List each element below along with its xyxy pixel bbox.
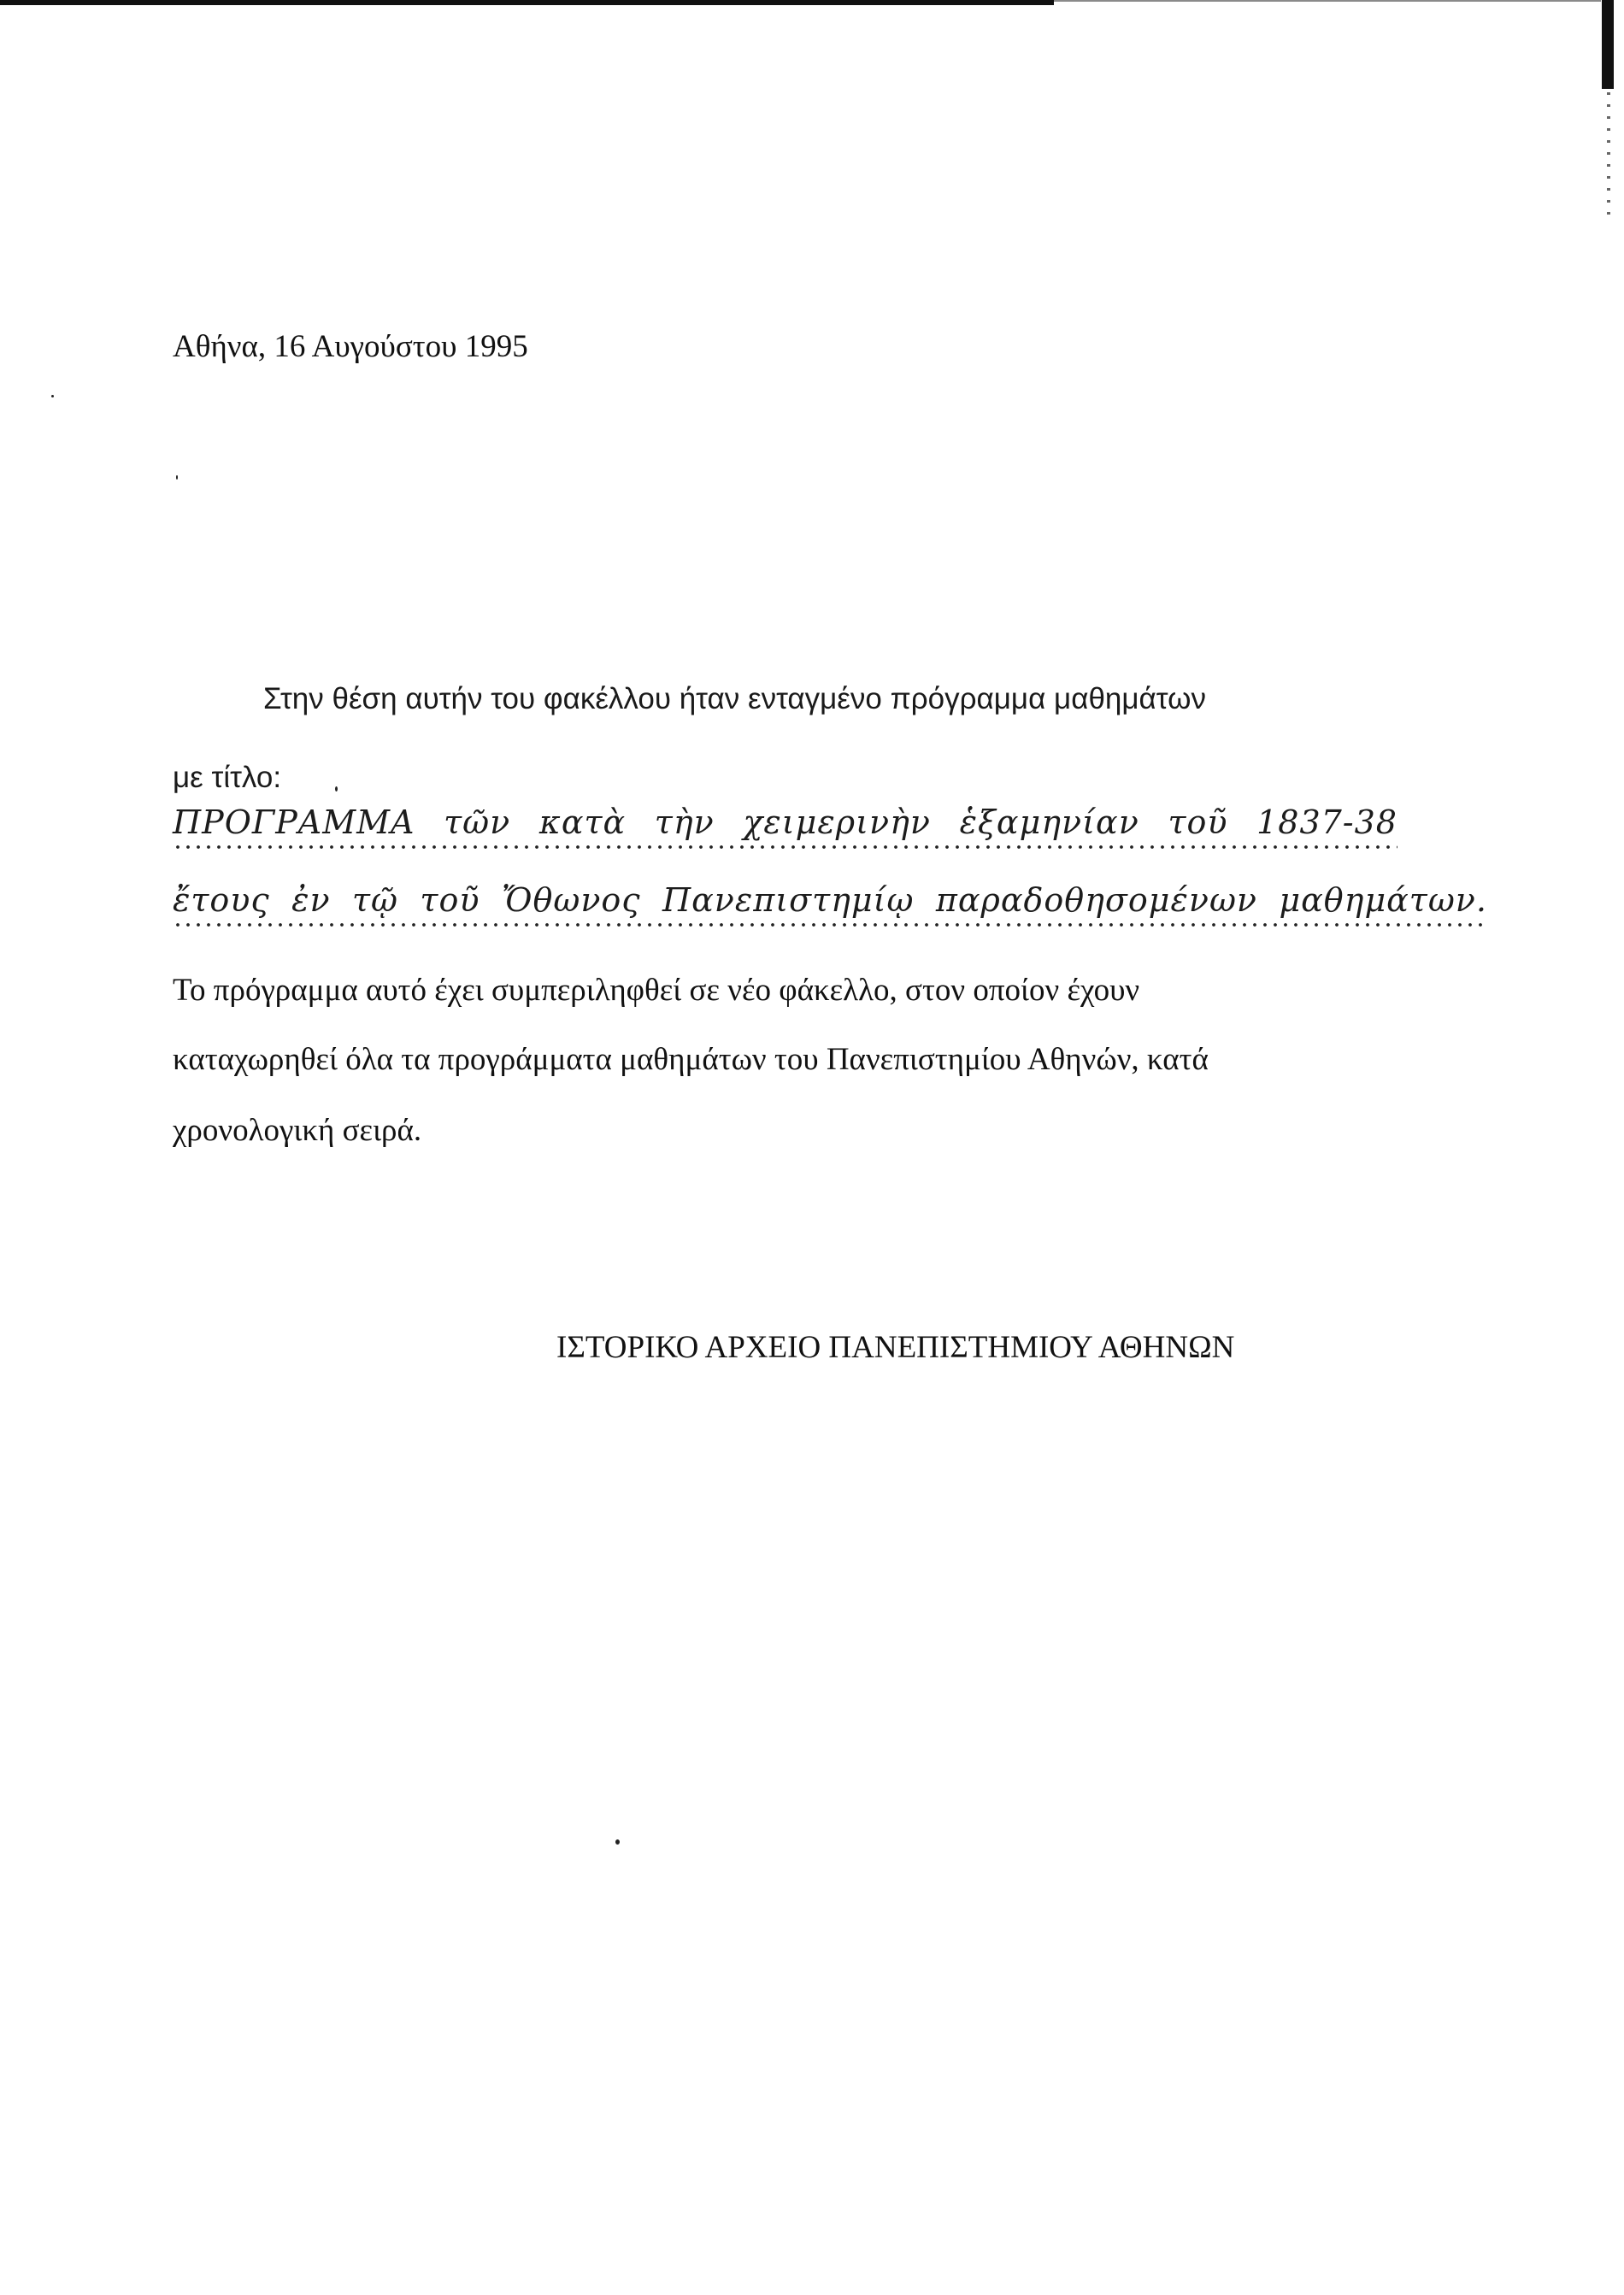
dotted-rule xyxy=(173,844,1397,850)
scan-speck xyxy=(615,1839,620,1845)
handwritten-title-text: ἔτους ἐν τῷ τοῦ Ὄθωνος Πανεπιστημίῳ παραδοθησομένων μαθημάτων. xyxy=(173,881,1487,919)
handwritten-title-text: ΠΡΟΓΡΑΜΜΑ τῶν κατὰ τὴν χειμερινὴν ἑξαμηνίαν τοῦ 1837-38 xyxy=(173,803,1397,841)
scan-right-edge-noise xyxy=(1607,92,1610,221)
scan-top-border-thin xyxy=(1054,0,1601,2)
dotted-rule xyxy=(173,922,1487,927)
body-line: καταχωρηθεί όλα τα προγράμματα μαθημάτων του Πανεπιστημίου Αθηνών, κατά xyxy=(173,1042,1209,1077)
document-date: Αθήνα, 16 Αυγούστου 1995 xyxy=(173,329,528,364)
scan-speck xyxy=(51,395,54,397)
body-line: χρονολογική σειρά. xyxy=(173,1113,422,1148)
scan-right-edge-mark xyxy=(1602,0,1614,89)
scan-speck xyxy=(335,786,338,791)
signature-institution: ΙΣΤΟΡΙΚΟ ΑΡΧΕΙΟ ΠΑΝΕΠΙΣΤΗΜΙΟΥ ΑΘΗΝΩΝ xyxy=(556,1330,1235,1365)
title-label: με τίτλο: xyxy=(173,761,282,794)
scan-top-border xyxy=(0,0,1054,5)
handwritten-title-line-2 xyxy=(173,881,1487,927)
body-line: Το πρόγραμμα αυτό έχει συμπεριληφθεί σε νέο φάκελλο, στον οποίον έχουν xyxy=(173,973,1140,1008)
scan-speck xyxy=(176,475,178,480)
handwritten-title-line-1 xyxy=(173,803,1397,850)
intro-sentence: Στην θέση αυτήν του φακέλλου ήταν ενταγμένο πρόγραμμα μαθημάτων xyxy=(263,682,1206,715)
